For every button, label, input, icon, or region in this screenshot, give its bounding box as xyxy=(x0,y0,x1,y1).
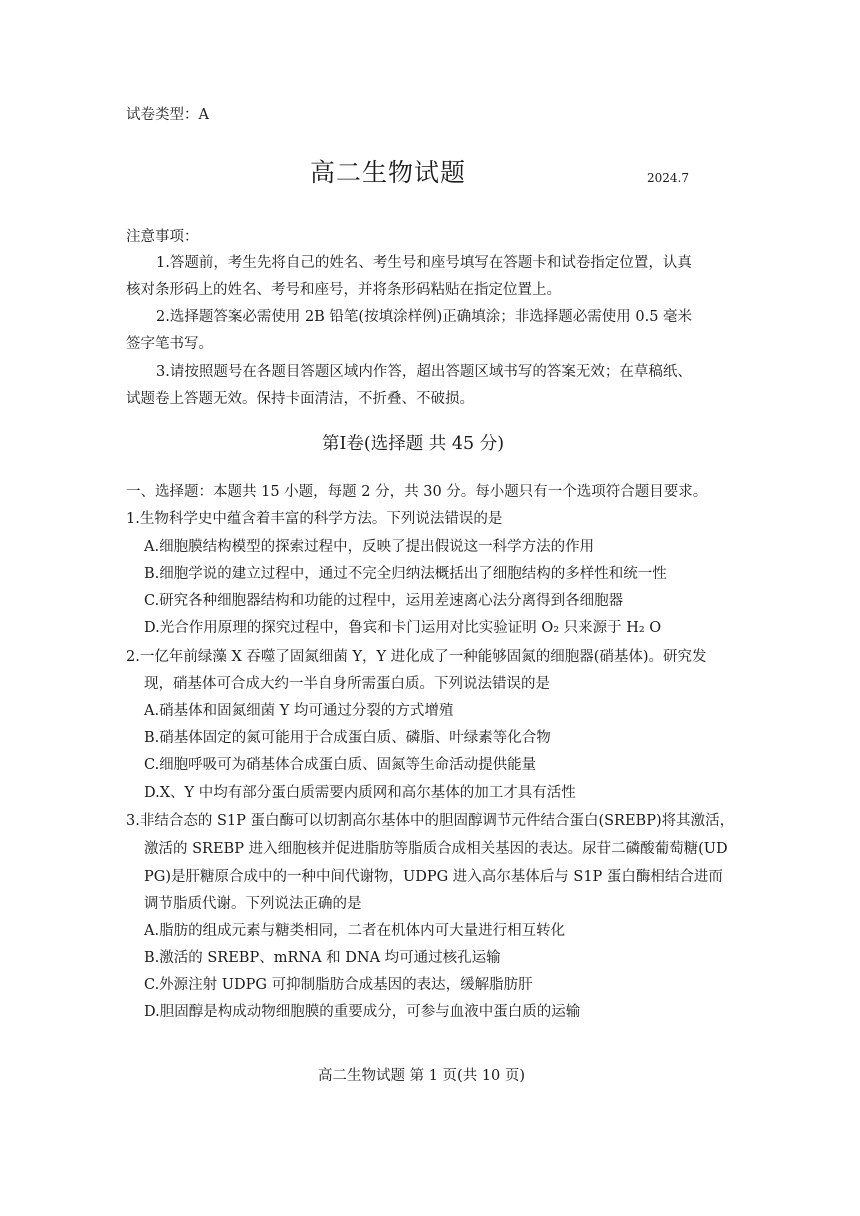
part-intro: 一、选择题：本题共 15 小题，每题 2 分，共 30 分。每小题只有一个选项符合题目要求。 xyxy=(126,484,708,500)
question-stem: 3.非结合态的 S1P 蛋白酶可以切割高尔基体中的胆固醇调节元件结合蛋白(SREBP)将其激活， xyxy=(126,813,735,829)
option-a: A.硝基体和固氮细菌 Y 均可通过分裂的方式增殖 xyxy=(144,703,454,719)
option-c: C.细胞呼吸可为硝基体合成蛋白质、固氮等生命活动提供能量 xyxy=(144,757,537,773)
option-a: A.脂肪的组成元素与糖类相同，二者在机体内可大量进行相互转化 xyxy=(144,923,566,939)
option-d: D.光合作用原理的探究过程中，鲁宾和卡门运用对比实验证明 O₂ 只来源于 H₂ O xyxy=(144,620,662,636)
paper-type: 试卷类型：A xyxy=(126,107,209,123)
question-stem-continuation: 调节脂质代谢。下列说法正确的是 xyxy=(144,896,362,912)
option-d: D.胆固醇是构成动物细胞膜的重要成分，可参与血液中蛋白质的运输 xyxy=(144,1004,581,1020)
option-c: C.研究各种细胞器结构和功能的过程中，运用差速离心法分离得到各细胞器 xyxy=(144,593,624,609)
option-c: C.外源注射 UDPG 可抑制脂肪合成基因的表达，缓解脂肪肝 xyxy=(144,977,533,993)
question-stem: 2.一亿年前绿藻 X 吞噬了固氮细菌 Y，Y 进化成了一种能够固氮的细胞器(硝基体)。研究发 xyxy=(126,649,707,665)
notice-item-continuation: 核对条形码上的姓名、考号和座号，并将条形码粘贴在指定位置上。 xyxy=(126,282,561,298)
option-a: A.细胞膜结构模型的探索过程中，反映了提出假说这一科学方法的作用 xyxy=(144,539,595,555)
question-stem-continuation: 现，硝基体可合成大约一半自身所需蛋白质。下列说法错误的是 xyxy=(144,676,550,692)
exam-date: 2024.7 xyxy=(647,171,689,185)
section-title: 第Ⅰ卷(选择题 共 45 分) xyxy=(322,434,505,454)
option-b: B.激活的 SREBP、mRNA 和 DNA 均可通过核孔运输 xyxy=(144,950,501,966)
notice-heading: 注意事项： xyxy=(126,229,199,245)
notice-item-continuation: 试题卷上答题无效。保持卡面清洁，不折叠、不破损。 xyxy=(126,391,474,407)
question-stem-continuation: 激活的 SREBP 进入细胞核并促进脂肪等脂质合成相关基因的表达。尿苷二磷酸葡萄糖(UD xyxy=(144,841,728,857)
notice-item-continuation: 签字笔书写。 xyxy=(126,336,213,352)
option-b: B.细胞学说的建立过程中，通过不完全归纳法概括出了细胞结构的多样性和统一性 xyxy=(144,566,667,582)
option-d: D.X、Y 中均有部分蛋白质需要内质网和高尔基体的加工才具有活性 xyxy=(144,785,576,801)
page-title: 高二生物试题 xyxy=(310,158,467,187)
option-b: B.硝基体固定的氮可能用于合成蛋白质、磷脂、叶绿素等化合物 xyxy=(144,730,551,746)
notice-item: 3.请按照题号在各题目答题区域内作答，超出答题区域书写的答案无效；在草稿纸、 xyxy=(156,364,692,380)
page-footer: 高二生物试题 第 1 页(共 10 页) xyxy=(318,1068,526,1084)
question-stem-continuation: PG)是肝糖原合成中的一种中间代谢物，UDPG 进入高尔基体后与 S1P 蛋白酶相结合进而 xyxy=(144,869,723,885)
question-stem: 1.生物科学史中蕴含着丰富的科学方法。下列说法错误的是 xyxy=(126,511,503,527)
notice-item: 2.选择题答案必需使用 2B 铅笔(按填涂样例)正确填涂；非选择题必需使用 0.5 毫米 xyxy=(156,309,693,325)
notice-item: 1.答题前，考生先将自己的姓名、考生号和座号填写在答题卡和试卷指定位置，认真 xyxy=(156,255,692,271)
